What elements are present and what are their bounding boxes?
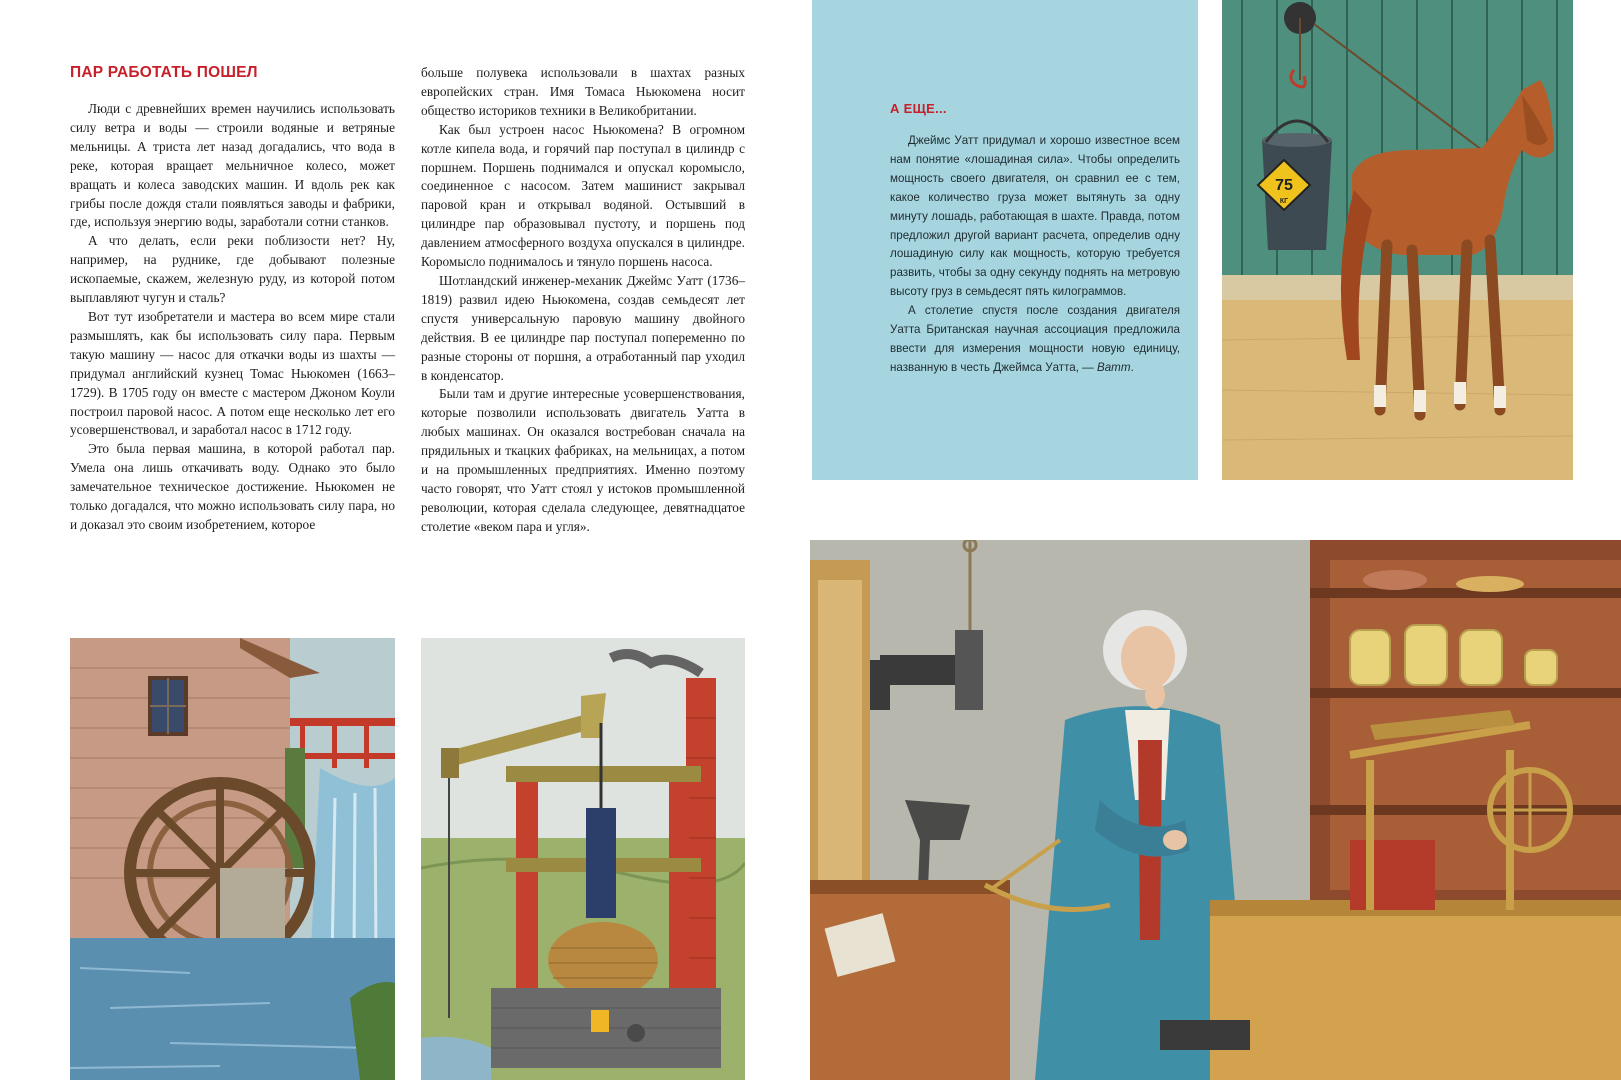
text-column-2: [421, 64, 745, 537]
info-paragraph-2-end: .: [1130, 360, 1134, 374]
horse-illustration: [1222, 0, 1573, 480]
watt-workshop-illustration: [810, 540, 1621, 1080]
paragraph: Шотландский инженер-механик Джеймс Уатт (1736–1819) развил идею Ньюкомена, создав семьдесят лет спустя универсальную паровую машину двойного действия. В ее цилиндре пар поступал попеременно по разные стороны от поршня, а отработанный пар уходил в конденсатор.: [421, 272, 745, 383]
info-paragraph-1: Джеймс Уатт придумал и хорошо известное всем нам понятие «лошадиная сила». Чтобы определить мощность своего двигателя, он сравнил ее с тем, какое количество груза может вытянуть за одну минуту лошадь, работающая в шахте. Правда, потом предложил другой вариант расчета, определив одну лошадиную силу как мощность, которую требуется развить, чтобы за одну секунду поднять на метровую высоту груз в семьдесят пять килограммов.: [890, 134, 1180, 299]
paragraph: Это была первая машина, в которой работал пар. Умела она лишь откачивать воду. Однако это было замечательное техническое достижение. Ньюкомен не только догадался, что можно использовать силу пара, но и доказал это своим изобретением, которое: [70, 441, 395, 532]
section-heading: ПАР РАБОТАТЬ ПОШЕЛ: [70, 64, 258, 81]
text-column-1: [70, 100, 395, 535]
paragraph: Были там и другие интересные усовершенствования, которые позволили использовать двигатель Уатта в любых машинах. Он оказался востребован сначала на прядильных и ткацких фабриках, на мельницах, а потом и на промышленных предприятиях. Именно поэтому часто говорят, что Уатт стоял у истоков промышленной революции, которая сделала следующее, девятнадцатое столетие «веком пара и угля».: [421, 386, 745, 534]
paragraph: Люди с древнейших времен научились использовать силу ветра и воды — строили водяные и ветряные мельницы. А триста лет назад догадались, что вода в реке, которая вращает мельничное колесо, может вращать и колеса заводских машин. И вдоль рек как грибы после дождя стали появляться заводы и фабрики, где, используя энергию воды, заработали сотни станков.: [70, 101, 395, 230]
paragraph: А что делать, если реки поблизости нет? Ну, например, на руднике, где добывают полезные ископаемые, скажем, железную руду, из которой потом выплавляют чугун и сталь?: [70, 233, 395, 306]
info-box-title: А ЕЩЕ...: [890, 101, 947, 116]
info-box-text: [890, 132, 1180, 378]
weight-number: 75: [1275, 177, 1293, 194]
paragraph: Вот тут изобретатели и мастера во всем мире стали размышлять, как бы использовать силу пара. Первым такую машину — насос для откачки воды из шахты — придумал английский кузнец Томас Ньюкомен (1663–1729). В 1705 году он вместе с мастером Джоном Коули построил паровой насос. А потом еще несколько лет его усовершенствовал, и заработал насос в 1712 году.: [70, 308, 395, 438]
paragraph-continuation: больше полувека использовали в шахтах разных европейских стран. Имя Томаса Ньюкомена носит общество историков техники в Великобритании.: [421, 65, 745, 118]
info-paragraph-2-text: А столетие спустя после создания двигателя Уатта Британская научная ассоциация предложила ввести для измерения мощности новую единицу, названную в честь Джеймса Уатта, —: [890, 304, 1180, 374]
water-mill-illustration: [70, 638, 395, 1080]
info-paragraph-2: [890, 302, 1180, 378]
weight-unit: КГ: [1279, 198, 1289, 205]
newcomen-engine-illustration: [421, 638, 745, 1080]
watt-term: Ватт: [1097, 360, 1131, 374]
paragraph: Как был устроен насос Ньюкомена? В огромном котле кипела вода, и горячий пар поступал в цилиндр с поршнем. Поршень поднимался и опускал коромысло, соединенное с насосом. Затем машинист закрывал паровой кран и открывал водяной. Остывший в цилиндре пар образовывал пустоту, и поршень под давлением атмосферного воздуха опускался в цилиндре. Коромысло поднималось и тянуло поршень насоса.: [421, 121, 745, 270]
